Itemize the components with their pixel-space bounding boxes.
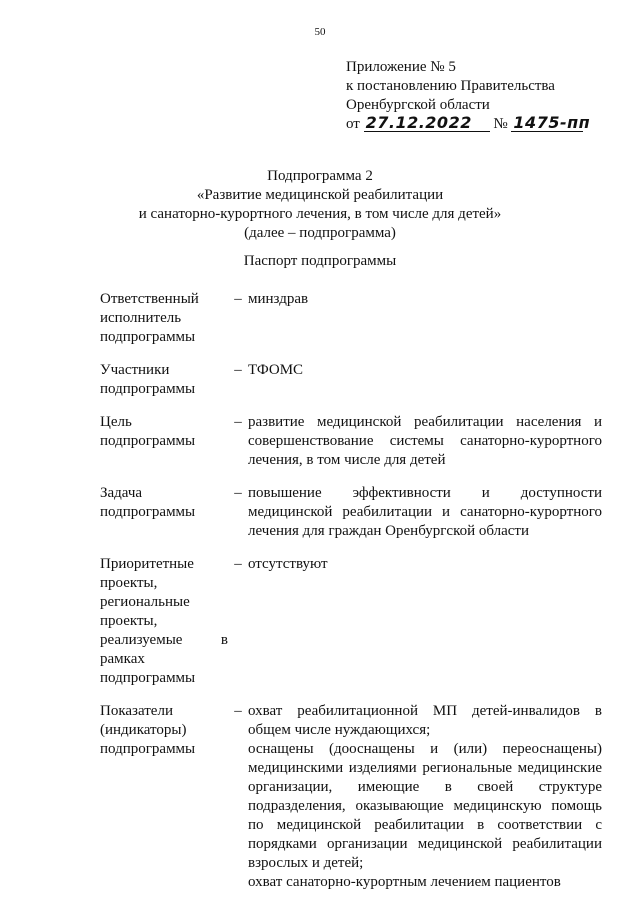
passport-row-label: Приоритетные проекты, региональные проекты, реализуемые в рамках подпрограммы bbox=[100, 556, 228, 686]
passport-row-label: Цель подпрограммы bbox=[100, 414, 196, 449]
subprogram-title bbox=[0, 167, 640, 243]
from-prefix: от bbox=[346, 116, 360, 132]
appendix-line-1: Приложение № 5 bbox=[346, 59, 456, 75]
passport-row-value bbox=[248, 702, 602, 892]
passport-value-paragraph: развитие медицинской реабилитации населения и совершенствование системы санаторно-курортного лечения, в том числе для детей bbox=[248, 414, 602, 468]
title-line-2: «Развитие медицинской реабилитации bbox=[196, 187, 444, 203]
passport-row bbox=[100, 702, 602, 892]
page-number: 50 bbox=[314, 26, 326, 38]
passport-value-paragraph: минздрав bbox=[248, 291, 309, 307]
passport-row-dash: – bbox=[234, 485, 242, 501]
passport-value-paragraph: повышение эффективности и доступности медицинской реабилитации и санаторно-курортного лечения для граждан Оренбургской области bbox=[248, 485, 602, 539]
appendix-header bbox=[346, 58, 616, 134]
passport-row bbox=[100, 290, 602, 347]
passport-row-value bbox=[248, 361, 602, 399]
number-sign: № bbox=[493, 116, 508, 132]
passport-row-value bbox=[248, 484, 602, 541]
passport-row-dash: – bbox=[234, 291, 242, 307]
passport-row-dash: – bbox=[234, 362, 242, 378]
passport-row-label: Ответственный исполнитель подпрограммы bbox=[100, 291, 199, 345]
passport-row bbox=[100, 361, 602, 399]
passport-value-paragraph: охват реабилитационной МП детей-инвалидов в общем числе нуждающихся; bbox=[248, 703, 602, 738]
appendix-date-line bbox=[346, 115, 616, 134]
passport-row-label: Задача подпрограммы bbox=[100, 485, 196, 520]
passport-row-value bbox=[248, 413, 602, 470]
appendix-line-2: к постановлению Правительства bbox=[346, 78, 555, 94]
passport-value-paragraph: охват санаторно-курортным лечением пациентов bbox=[248, 874, 561, 890]
passport-row-value bbox=[248, 290, 602, 347]
passport-row bbox=[100, 413, 602, 470]
passport-row-dash: – bbox=[234, 556, 242, 572]
passport-row bbox=[100, 555, 602, 688]
passport-row-value bbox=[248, 555, 602, 688]
title-line-4: (далее – подпрограмма) bbox=[244, 225, 396, 241]
passport-row-label: Участники подпрограммы bbox=[100, 362, 196, 397]
passport-value-paragraph: ТФОМС bbox=[248, 362, 304, 378]
passport-title: Паспорт подпрограммы bbox=[243, 253, 397, 269]
appendix-line-3: Оренбургской области bbox=[346, 97, 490, 113]
handwritten-date: 27.12.2022 bbox=[364, 115, 490, 132]
passport-table bbox=[100, 290, 602, 906]
passport-row-label: Показатели (индикаторы) подпрограммы bbox=[100, 703, 196, 757]
passport-row-dash: – bbox=[234, 703, 242, 719]
passport-row bbox=[100, 484, 602, 541]
title-line-3: и санаторно-курортного лечения, в том числе для детей» bbox=[138, 206, 502, 222]
passport-value-paragraph: оснащены (дооснащены и (или) переоснащены) медицинскими изделиями региональные медицинские организации, имеющие в своей структуре подразделения, оказывающие медицинскую помощь по медицинской реабилитации в соответствии с порядками организации медицинской реабилитации взрослых и детей; bbox=[248, 741, 602, 871]
passport-value-paragraph: отсутствуют bbox=[248, 556, 328, 572]
title-line-1: Подпрограмма 2 bbox=[267, 168, 373, 184]
handwritten-number: 1475-пп bbox=[513, 113, 591, 132]
passport-row-dash: – bbox=[234, 414, 242, 430]
